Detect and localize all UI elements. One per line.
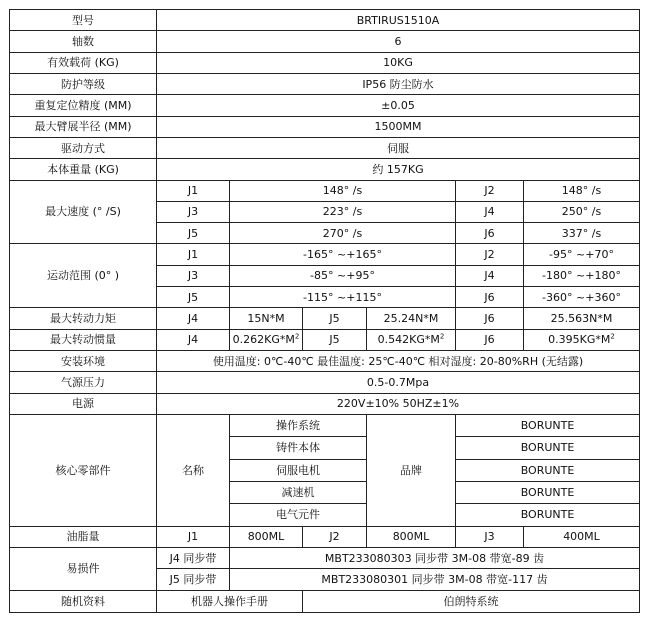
joint: J2 [456,244,524,265]
value: 0.5-0.7Mpa [157,372,640,393]
joint: J4 同步带 [157,547,230,568]
label: 气源压力 [10,372,157,393]
label: 有效载荷 (KG) [10,52,157,73]
value: MBT233080301 同步带 3M-08 带宽-117 齿 [230,569,640,590]
joint: J4 [456,201,524,222]
row-drive [10,137,640,158]
row-axes [10,31,640,52]
value: 270° /s [230,223,456,244]
part-name: 操作系统 [230,414,367,436]
value: ±0.05 [157,95,640,116]
part-brand: BORUNTE [456,437,640,459]
label: 型号 [10,10,157,31]
label: 驱动方式 [10,137,157,158]
value: 25.24N*M [367,308,456,329]
joint: J3 [157,201,230,222]
joint: J5 [303,308,367,329]
row-protection [10,73,640,94]
joint: J5 [157,223,230,244]
row-air-pressure [10,372,640,393]
joint: J5 [157,287,230,308]
value: 148° /s [230,180,456,201]
value: 223° /s [230,201,456,222]
value: -165° ~+165° [230,244,456,265]
label: 电源 [10,393,157,414]
joint: J2 [456,180,524,201]
label: 核心零部件 [10,414,157,526]
joint: J6 [456,287,524,308]
part-brand: BORUNTE [456,414,640,436]
part-brand: BORUNTE [456,481,640,503]
joint: J6 [456,329,524,350]
label: 随机资料 [10,590,157,612]
row-reach [10,116,640,137]
value: IP56 防尘防水 [157,73,640,94]
row-model [10,10,640,31]
value: -360° ~+360° [524,287,640,308]
value: 使用温度: 0℃-40℃ 最佳温度: 25℃-40℃ 相对湿度: 20-80%RH (无结露) [157,351,640,372]
label: 轴数 [10,31,157,52]
row-grease [10,526,640,547]
spec-table [9,9,640,613]
row-core-parts [10,414,640,436]
value: 250° /s [524,201,640,222]
value: 约 157KG [157,159,640,180]
label: 最大速度 (° /S) [10,180,157,244]
value: 25.563N*M [524,308,640,329]
value: 800ML [367,526,456,547]
unit-superscript: 2 [294,332,300,341]
row-max-inertia [10,329,640,350]
value: 伺服 [157,137,640,158]
name-label: 名称 [157,414,230,526]
value: 800ML [230,526,303,547]
value: -85° ~+95° [230,265,456,286]
joint: J4 [157,308,230,329]
value: BRTIRUS1510A [157,10,640,31]
joint: J1 [157,526,230,547]
label: 易损件 [10,547,157,590]
unit-superscript: 2 [610,332,615,341]
value: 6 [157,31,640,52]
joint: J5 同步带 [157,569,230,590]
joint: J3 [157,265,230,286]
row-max-speed [10,180,640,201]
value: 148° /s [524,180,640,201]
row-max-torque [10,308,640,329]
label: 油脂量 [10,526,157,547]
brand-label: 品牌 [367,414,456,526]
value: 10KG [157,52,640,73]
value: 机器人操作手册 [157,590,303,612]
value: 1500MM [157,116,640,137]
part-brand: BORUNTE [456,504,640,526]
label: 最大转动力矩 [10,308,157,329]
value: $0.542KG*M^2$ [367,329,456,350]
value: 220V±10% 50HZ±1% [157,393,640,414]
row-documents [10,590,640,612]
row-motion-range [10,244,640,265]
value: 15N*M [230,308,303,329]
label: 最大臂展半径 (MM) [10,116,157,137]
joint: J3 [456,526,524,547]
label: 最大转动惯量 [10,329,157,350]
joint: J4 [157,329,230,350]
value: -180° ~+180° [524,265,640,286]
row-wear-parts [10,547,640,568]
joint: J2 [303,526,367,547]
joint: J6 [456,223,524,244]
joint: J5 [303,329,367,350]
label: 安装环境 [10,351,157,372]
part-name: 减速机 [230,481,367,503]
row-environment [10,351,640,372]
part-name: 伺服电机 [230,459,367,481]
joint: J1 [157,244,230,265]
value: -115° ~+115° [230,287,456,308]
joint: J6 [456,308,524,329]
value: MBT233080303 同步带 3M-08 带宽-89 齿 [230,547,640,568]
value: $0.395KG*M^2$ [524,329,640,350]
row-power [10,393,640,414]
value: 337° /s [524,223,640,244]
label: 本体重量 (KG) [10,159,157,180]
row-repeatability [10,95,640,116]
label: 运动范围 (0° ) [10,244,157,308]
value: $0.262KG*M^2$ [230,329,303,350]
part-name: 铸件本体 [230,437,367,459]
part-brand: BORUNTE [456,459,640,481]
joint: J4 [456,265,524,286]
label: 重复定位精度 (MM) [10,95,157,116]
value: 伯朗特系统 [303,590,640,612]
joint: J1 [157,180,230,201]
label: 防护等级 [10,73,157,94]
part-name: 电气元件 [230,504,367,526]
row-weight [10,159,640,180]
value: 400ML [524,526,640,547]
unit-superscript: 2 [439,332,445,341]
row-payload [10,52,640,73]
value: -95° ~+70° [524,244,640,265]
